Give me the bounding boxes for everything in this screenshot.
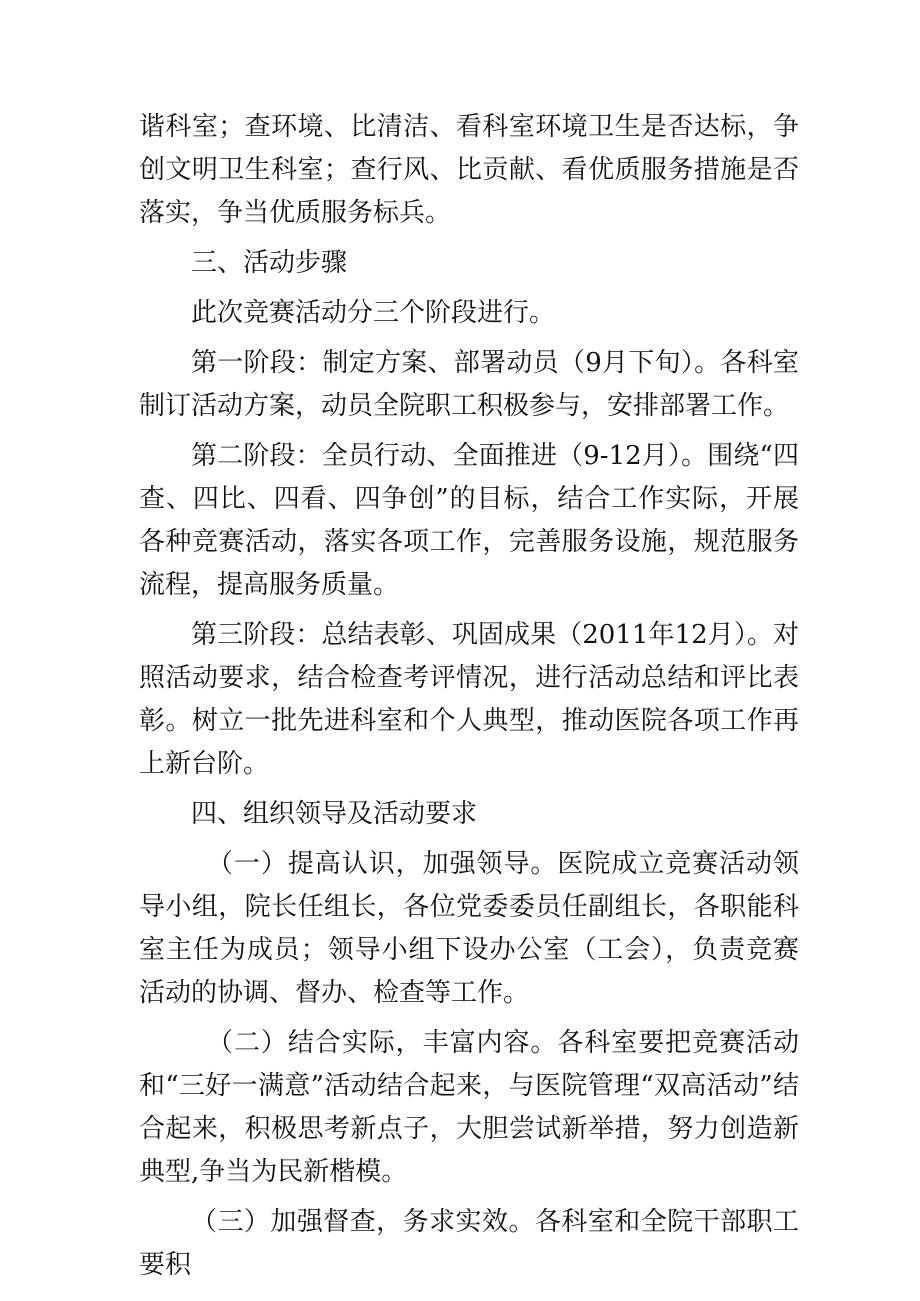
paragraph-stage-two: 第二阶段：全员行动、全面推进（9-12月）。围绕“四查、四比、四看、四争创”的目标，结合工作实际，开展各种竞赛活动，落实各项工作，完善服务设施，规范服务流程，提高服务质量。 xyxy=(139,441,799,600)
section-heading-activity-steps: 三、活动步骤 xyxy=(191,248,348,278)
paragraph-stages-intro: 此次竞赛活动分三个阶段进行。 xyxy=(191,298,556,328)
paragraph-requirement-two: （二）结合实际，丰富内容。各科室要把竞赛活动和“三好一满意”活动结合起来，与医院管理“双高活动”结合起来，积极思考新点子，大胆尝试新举措，努力创造新典型,争当为民新楷模。 xyxy=(139,1028,799,1187)
paragraph-requirement-three: （三）加强督查，务求实效。各科室和全院干部职工要积 xyxy=(139,1207,799,1280)
section-heading-organization: 四、组织领导及活动要求 xyxy=(191,799,478,829)
paragraph-stage-three: 第三阶段：总结表彰、巩固成果（2011年12月）。对照活动要求，结合检查考评情况，进行活动总结和评比表彰。树立一批先进科室和个人典型，推动医院各项工作再上新台阶。 xyxy=(139,620,799,779)
paragraph-continuation: 谐科室；查环境、比清洁、看科室环境卫生是否达标，争创文明卫生科室；查行风、比贡献、看优质服务措施是否落实，争当优质服务标兵。 xyxy=(139,112,799,228)
paragraph-stage-one: 第一阶段：制定方案、部署动员（9月下旬）。各科室制订活动方案，动员全院职工积极参与，安排部署工作。 xyxy=(139,348,799,421)
paragraph-requirement-one: （一）提高认识，加强领导。医院成立竞赛活动领导小组，院长任组长，各位党委委员任副组长，各职能科室主任为成员；领导小组下设办公室（工会），负责竞赛活动的协调、督办、检查等工作。 xyxy=(139,849,799,1008)
document-body xyxy=(139,106,799,1294)
